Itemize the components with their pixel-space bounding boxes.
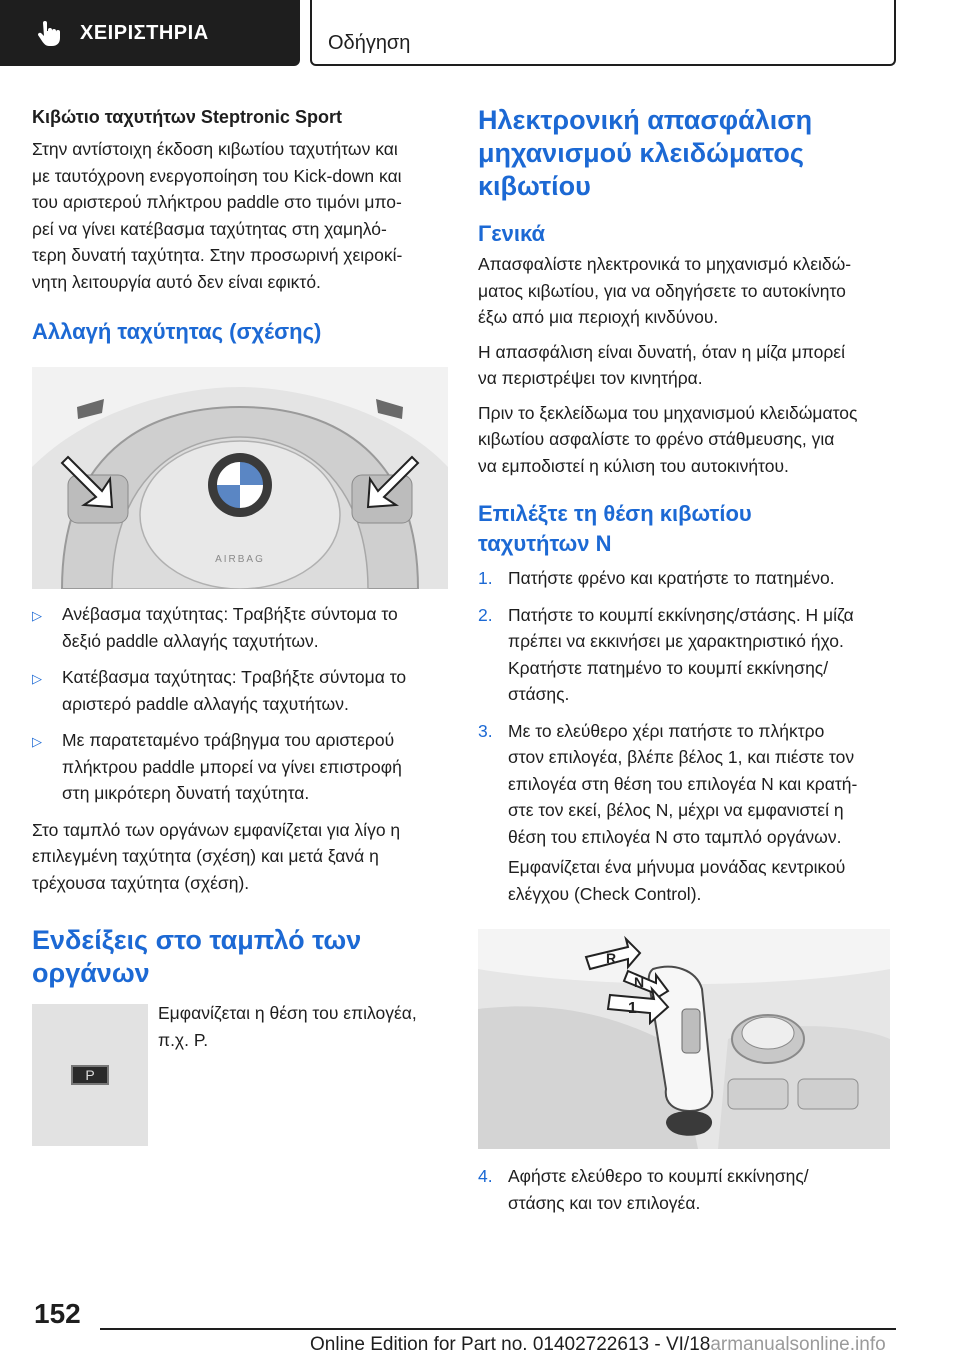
general-heading: Γενικά xyxy=(478,221,546,246)
electronic-release-title: Ηλεκτρονική απασφάλιση μηχανισμού κλειδώματος κιβωτίου xyxy=(478,105,813,201)
list-item: ▷ Με παρατεταμένο τράβηγμα του αριστερού πλήκτρου paddle μπορεί να γίνει επιστροφή στη μικρότερη δυνατή ταχύτητα. xyxy=(32,727,448,807)
steptronic-sport-title: Κιβώτιο ταχυτήτων Steptronic Sport xyxy=(32,107,342,127)
gear-selector-image xyxy=(478,929,890,1149)
chapter-header xyxy=(310,0,896,66)
hand-pointer-icon xyxy=(34,19,62,47)
arrow-n-label: N xyxy=(634,974,645,990)
triangle-bullet-icon: ▷ xyxy=(32,734,42,749)
list-item: 4. Αφήστε ελεύθερο το κουμπί εκκίνησης/ στάσης και τον επιλογέα. xyxy=(478,1166,809,1213)
general-text-1: Απασφαλίστε ηλεκτρονικά το μηχανισμό κλειδώ- ματος κιβωτίου, για να οδηγήσετε το αυτοκίνητο έξω από μια περιοχή κινδύνου. xyxy=(478,254,852,327)
section-tab xyxy=(0,0,300,66)
general-text-3: Πριν το ξεκλείδωμα του μηχανισμού κλειδώματος κιβωτίου ασφαλίστε το φρένο στάθμευσης, για να εμποδιστεί η κύλιση του αυτοκινήτου. xyxy=(478,402,858,476)
steptronic-sport-text: Στην αντίστοιχη έκδοση κιβωτίου ταχυτήτων και με ταυτόχρονη ενεργοποίηση του Kick-down και του αριστερού πλήκτρου paddle στο τιμόνι μπο- ρεί να γίνει κατέβασμα ταχύτητας στη χαμηλό- τερη δυνατή ταχύτητα. Στην προσωρινή χειροκί- νητη λειτουργία αυτό δεν είναι εφικτό. xyxy=(32,139,403,292)
check-control-note: Εμφανίζεται ένα μήνυμα μονάδας κεντρικού ελέγχου (Check Control). xyxy=(508,857,846,904)
triangle-bullet-icon: ▷ xyxy=(32,671,42,686)
procedure-steps xyxy=(478,565,898,907)
general-text-2: Η απασφάλιση είναι δυνατή, όταν η μίζα μπορεί να περιστρέψει τον κινητήρα. xyxy=(478,341,845,388)
arrow-r-label: R xyxy=(606,950,617,966)
procedure-step-4 xyxy=(478,1163,898,1216)
list-item: 3. Με το ελεύθερο χέρι πατήστε το πλήκτρο στον επιλογέα, βλέπε βέλος 1, και πιέστε τον επιλογέα στη θέση του επιλογέα N και κρατή- στε τον εκεί, βέλος N, μέχρι να εμφανιστεί η θέση του επιλογέα N στο ταμπλό οργάνων. xyxy=(478,720,858,847)
arrow-1-label: 1 xyxy=(628,1000,637,1017)
gear-indicator-p-icon: P xyxy=(71,1065,109,1085)
section-title: ΧΕΙΡΙΣΤΗΡΙΑ xyxy=(80,21,209,44)
list-item: ▷ Κατέβασμα ταχύτητας: Τραβήξτε σύντομα το αριστερό paddle αλλαγής ταχυτήτων. xyxy=(32,664,448,717)
list-item: 1. Πατήστε φρένο και κρατήστε το πατημένο. xyxy=(478,568,835,588)
footer-edition: Online Edition for Part no. 01402722613 - VI/18armanualsonline.info xyxy=(310,1334,886,1355)
steering-wheel-image xyxy=(32,367,448,589)
right-column xyxy=(478,104,898,1226)
gear-change-heading: Αλλαγή ταχύτητας (σχέσης) xyxy=(32,319,322,344)
indicator-text: Εμφανίζεται η θέση του επιλογέα, π.χ. P. xyxy=(158,1003,417,1050)
triangle-bullet-icon: ▷ xyxy=(32,608,42,623)
indicator-heading: Ενδείξεις στο ταμπλό των οργάνων xyxy=(32,925,362,988)
page-number: 152 xyxy=(34,1298,81,1329)
gear-change-list xyxy=(32,601,448,807)
watermark: armanualsonline.info xyxy=(710,1334,886,1355)
instrument-cluster-image xyxy=(32,1004,148,1146)
select-n-heading: Επιλέξτε τη θέση κιβωτίου ταχυτήτων N xyxy=(478,501,752,556)
footer-divider xyxy=(100,1328,896,1330)
chapter-title: Οδήγηση xyxy=(328,32,411,54)
list-item: ▷ Ανέβασμα ταχύτητας: Τραβήξτε σύντομα το δεξιό paddle αλλαγής ταχυτήτων. xyxy=(32,601,448,654)
indicator-block xyxy=(32,1004,448,1146)
left-column xyxy=(32,104,448,1146)
instrument-display-note: Στο ταμπλό των οργάνων εμφανίζεται για λίγο η επιλεγμένη ταχύτητα (σχέση) και μετά ξανά η τρέχουσα ταχύτητα (σχέση). xyxy=(32,819,401,893)
list-item: 2. Πατήστε το κουμπί εκκίνησης/στάσης. Η μίζα πρέπει να εκκινήσει με χαρακτηριστικό ήχο. Κρατήστε πατημένο το κουμπί εκκίνησης/ στάσης. xyxy=(478,604,854,704)
airbag-label: AIRBAG xyxy=(215,554,265,565)
